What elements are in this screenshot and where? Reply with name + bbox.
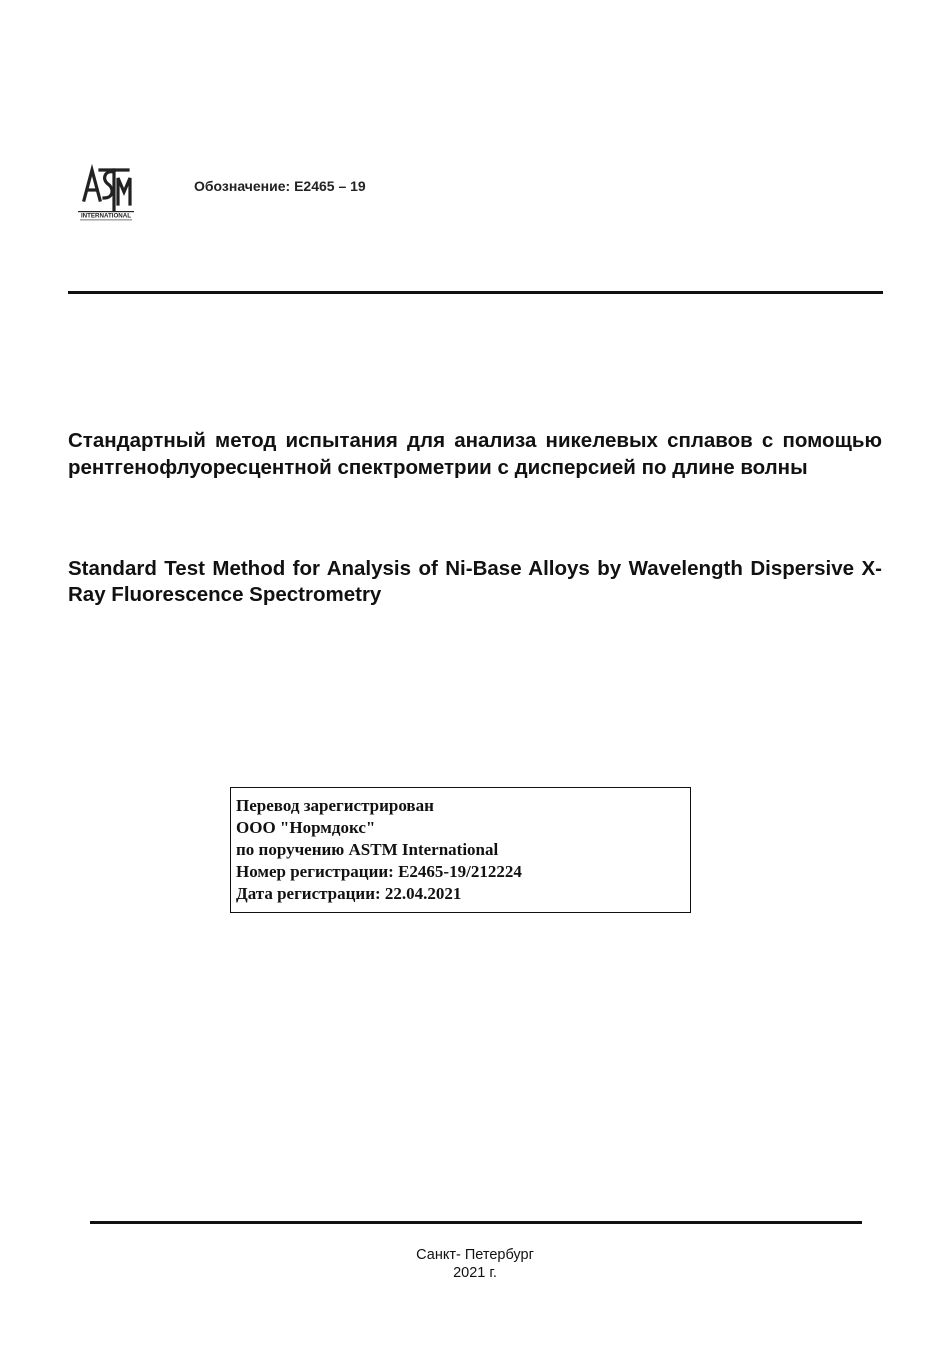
bottom-divider bbox=[90, 1221, 862, 1224]
registration-line: по поручению ASTM International bbox=[236, 840, 499, 859]
footer bbox=[325, 1246, 625, 1282]
registration-stamp bbox=[230, 787, 691, 913]
astm-logo-icon bbox=[78, 164, 134, 222]
designation: Обозначение: E2465 – 19 bbox=[194, 178, 366, 194]
top-divider bbox=[68, 291, 883, 294]
logo-text: INTERNATIONAL bbox=[80, 212, 132, 220]
footer-city: Санкт- Петербург bbox=[416, 1247, 534, 1263]
footer-year: 2021 г. bbox=[453, 1265, 497, 1281]
registration-date: Дата регистрации: 22.04.2021 bbox=[236, 884, 462, 903]
registration-number: Номер регистрации: E2465-19/212224 bbox=[236, 862, 522, 881]
registration-line: Перевод зарегистрирован bbox=[236, 796, 434, 815]
title-english: Standard Test Method for Analysis of Ni-Base Alloys by Wavelength Dispersive X-Ray Fluorescence Spectrometry bbox=[68, 557, 882, 606]
title-russian: Стандартный метод испытания для анализа никелевых сплавов с помощью рентгенофлуоресцентной спектрометрии с дисперсией по длине волны bbox=[68, 429, 882, 479]
registration-line: ООО "Нормдокс" bbox=[236, 818, 376, 837]
